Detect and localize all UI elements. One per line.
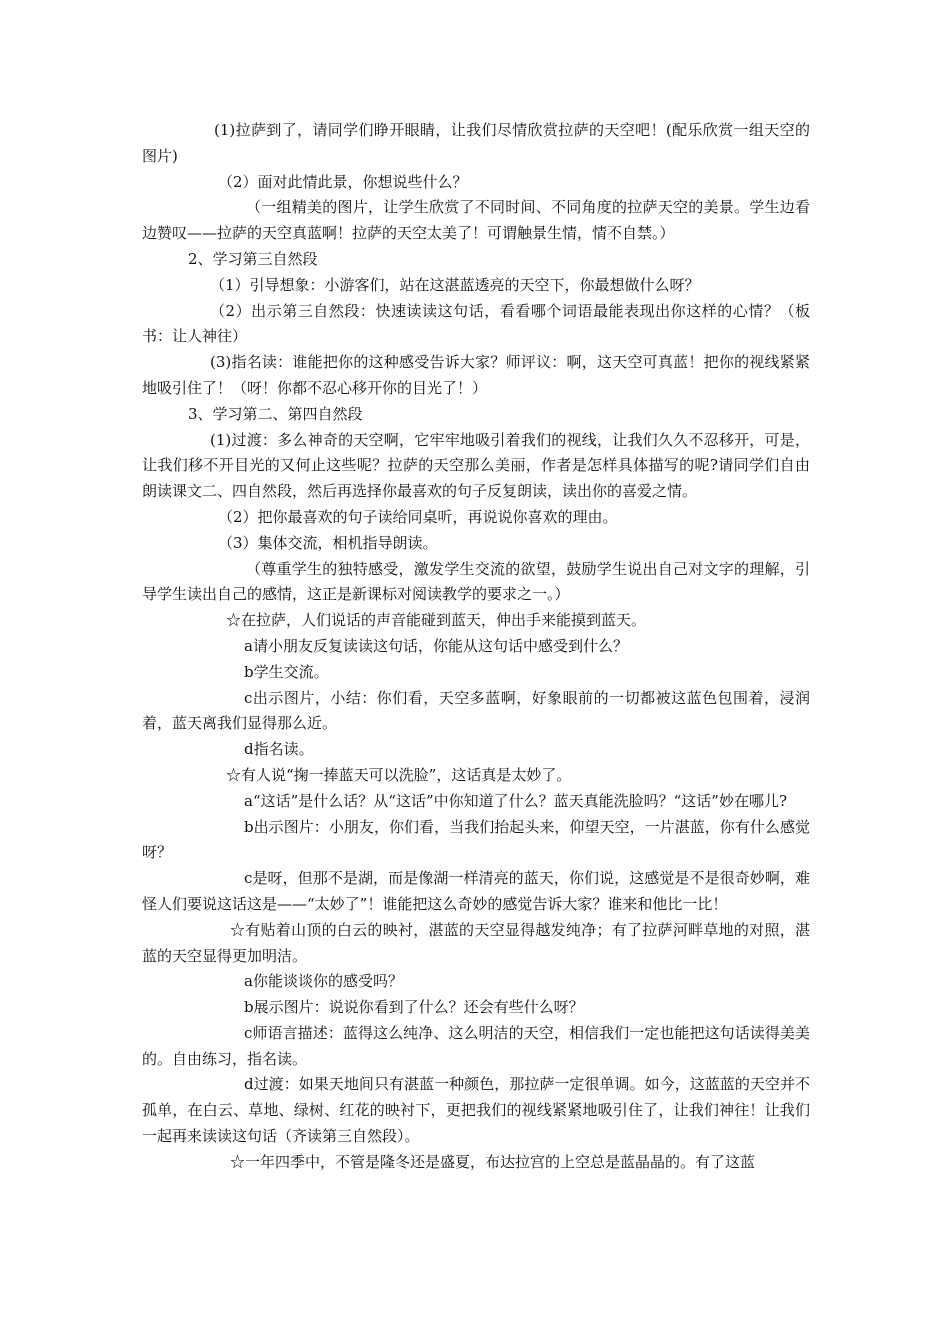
paragraph: （尊重学生的独特感受，激发学生交流的欲望，鼓励学生说出自己对文字的理解，引导学生读出自己的感情，这正是新课标对阅读教学的要求之一。） [142, 559, 810, 604]
paragraph: d过渡：如果天地间只有湛蓝一种颜色，那拉萨一定很单调。如今，这蓝蓝的天空并不孤单，在白云、草地、绿树、红花的映衬下，更把我们的视线紧紧地吸引住了，让我们神往！让我们一起再来读读这句话（齐读第三自然段）。 [142, 1075, 810, 1146]
paragraph: （一组精美的图片，让学生欣赏了不同时间、不同角度的拉萨天空的美景。学生边看边赞叹——拉萨的天空真蓝啊！拉萨的天空太美了！可谓触景生情，情不自禁。） [142, 198, 810, 243]
paragraph: ☆有人说“掬一捧蓝天可以洗脸”，这话真是太妙了。 [226, 765, 572, 784]
paragraph: (1)拉萨到了，请同学们睁开眼睛，让我们尽情欣赏拉萨的天空吧！(配乐欣赏一组天空的图片) [142, 121, 810, 165]
document-body [142, 118, 810, 1176]
paragraph: c是呀，但那不是湖，而是像湖一样清亮的蓝天，你们说，这感觉是不是很奇妙啊，难怪人们要说这话这是——“太妙了”！谁能把这么奇妙的感觉告诉大家？谁来和他比一比！ [142, 869, 810, 913]
paragraph: （2）面对此情此景，你想说些什么？ [218, 172, 468, 191]
paragraph: (3)指名读：谁能把你的这种感受告诉大家？师评议：啊，这天空可真蓝！把你的视线紧紧地吸引住了！（呀！你都不忍心移开你的目光了！） [142, 353, 810, 397]
paragraph: a“这话”是什么话？从“这话”中你知道了什么？蓝天真能洗脸吗？“这话”妙在哪儿? [244, 791, 787, 810]
paragraph: ☆有贴着山顶的白云的映衬，湛蓝的天空显得越发纯净；有了拉萨河畔草地的对照，湛蓝的天空显得更加明洁。 [142, 920, 810, 965]
paragraph: b学生交流。 [244, 662, 329, 681]
paragraph: ☆一年四季中，不管是隆冬还是盛夏，布达拉宫的上空总是蓝晶晶的。有了这蓝 [230, 1152, 756, 1171]
section-heading: 2、学习第三自然段 [188, 249, 318, 268]
paragraph: （2）把你最喜欢的句子读给同桌听，再说说你喜欢的理由。 [218, 507, 618, 526]
paragraph: (1)过渡：多么神奇的天空啊，它牢牢地吸引着我们的视线，让我们久久不忍移开，可是，让我们移不开目光的又何止这些呢？拉萨的天空那么美丽，作者是怎样具体描写的呢?请同学们自由朗读课文二、四自然段，然后再选择你最喜欢的句子反复朗读，读出你的喜爱之情。 [142, 430, 810, 501]
paragraph: a你能谈谈你的感受吗？ [244, 972, 403, 991]
paragraph: b展示图片：说说你看到了什么？还会有些什么呀？ [244, 998, 584, 1017]
paragraph: （2）出示第三自然段：快速读读这句话，看看哪个词语最能表现出你这样的心情？（板书：让人神往） [142, 301, 810, 346]
paragraph: b出示图片：小朋友，你们看，当我们抬起头来，仰望天空，一片湛蓝，你有什么感觉呀？ [142, 817, 810, 862]
paragraph: ☆在拉萨，人们说话的声音能碰到蓝天，伸出手来能摸到蓝天。 [226, 611, 647, 630]
paragraph: c师语言描述：蓝得这么纯净、这么明洁的天空，相信我们一定也能把这句话读得美美的。自由练习，指名读。 [142, 1023, 810, 1068]
paragraph: （3）集体交流，相机指导朗读。 [218, 533, 438, 552]
paragraph: c出示图片，小结：你们看，天空多蓝啊，好象眼前的一切都被这蓝色包围着，浸润着，蓝天离我们显得那么近。 [142, 688, 810, 733]
paragraph: （1）引导想象：小游客们，站在这湛蓝透亮的天空下，你最想做什么呀？ [210, 275, 700, 294]
paragraph: d指名读。 [244, 740, 314, 759]
paragraph: a请小朋友反复读读这句话，你能从这句话中感受到什么？ [244, 636, 628, 655]
section-heading: 3、学习第二、第四自然段 [188, 404, 363, 423]
